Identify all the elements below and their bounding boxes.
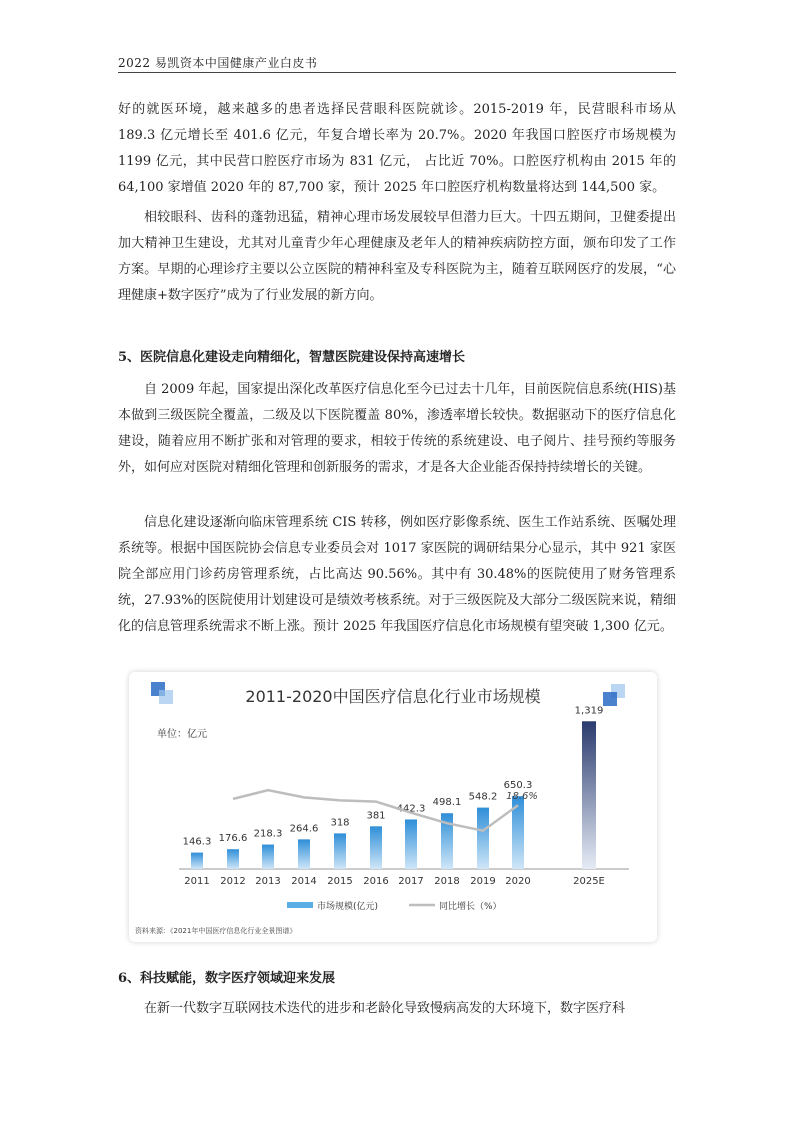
- bar-value-label: 442.3: [396, 803, 426, 815]
- x-tick-label: 2025E: [573, 876, 605, 887]
- bar-2025E: [582, 721, 596, 869]
- bar-value-label: 318: [330, 817, 350, 829]
- bar-2011: [191, 853, 203, 869]
- bar-value-label: 1,319: [574, 705, 604, 717]
- paragraph-cis: 信息化建设逐渐向临床管理系统 CIS 转移，例如医疗影像系统、医生工作站系统、医嘱处理系统等。根据中国医院协会信息专业委员会对 1017 家医院的调研结果分心显示，其中 921 家医院全部应用门诊药房管理系统，占比高达 90.56%。其中有 30.48%的医院使用了财务管理系统，27.93%的医院使用计划建设可是绩效考核系统。对于三级医院及大部分二级医院来说，精细化的信息管理系统需求不断上涨。预计 2025 年我国医疗信息化市场规模有望突破 1,300 亿元。: [118, 515, 676, 634]
- x-tick-label: 2017: [398, 876, 424, 887]
- paragraph-mental-health: 相较眼科、齿科的蓬勃迅猛，精神心理市场发展较早但潜力巨大。十四五期间，卫健委提出加大精神卫生建设，尤其对儿童青少年心理健康及老年人的精神疾病防控方面，颁布印发了工作方案。早期的心理诊疗主要以公立医院的精神科室及专科医院为主，随着互联网医疗的发展，“心理健康+数字医疗”成为了行业发展的新方向。: [118, 210, 676, 303]
- bar-2015: [334, 833, 346, 869]
- x-tick-label: 2012: [220, 876, 246, 887]
- x-tick-label: 2011: [184, 876, 210, 887]
- chart-canvas: [129, 672, 657, 942]
- bar-2017: [405, 819, 417, 869]
- bar-value-label: 176.6: [218, 833, 248, 845]
- x-tick-label: 2020: [505, 876, 531, 887]
- section-heading-6: 6、科技赋能，数字医疗领域迎来发展: [118, 971, 336, 986]
- bar-2014: [298, 839, 310, 869]
- section-heading-5: 5、医院信息化建设走向精细化，智慧医院建设保持高速增长: [118, 350, 466, 365]
- bar-value-label: 264.6: [289, 823, 319, 835]
- x-tick-label: 2014: [291, 876, 317, 887]
- x-tick-label: 2018: [434, 876, 460, 887]
- bar-2012: [227, 849, 239, 869]
- bar-value-label: 650.3: [503, 780, 533, 792]
- x-tick-label: 2019: [470, 876, 496, 887]
- x-tick-label: 2016: [363, 876, 389, 887]
- bar-value-label: 548.2: [468, 791, 498, 803]
- running-header: 2022 易凯资本中国健康产业白皮书: [118, 56, 318, 70]
- x-tick-label: 2013: [255, 876, 281, 887]
- paragraph-dental-market: 好的就医环境，越来越多的患者选择民营眼科医院就诊。2015-2019 年，民营眼科市场从 189.3 亿元增长至 401.6 亿元，年复合增长率为 20.7%。2020 年我国口腔医疗市场规模为 1199 亿元，其中民营口腔医疗市场为 831 亿元， 占比近 70%。口腔医疗机构由 2015 年的 64,100 家增值 2020 年的 87,700 家，预计 2025 年口腔医疗机构数量将达到 144,500 家。: [118, 102, 676, 195]
- chart-unit-label: 单位：亿元: [157, 729, 207, 740]
- bar-value-label: 498.1: [432, 797, 462, 809]
- bar-2013: [262, 845, 274, 869]
- legend-swatch-bar: [287, 902, 313, 908]
- market-size-chart: [129, 672, 657, 942]
- legend-label-line: 同比增长（%）: [439, 902, 502, 912]
- paragraph-digital-health: 在新一代数字互联网技术迭代的进步和老龄化导致慢病高发的大环境下，数字医疗科: [144, 1001, 626, 1016]
- deco-square-right: [603, 692, 617, 706]
- header-divider: [118, 72, 676, 73]
- chart-source: 资料来源：《2021年中国医疗信息化行业全景图谱》: [135, 927, 297, 935]
- bar-2019: [477, 808, 489, 869]
- legend-label-bar: 市场规模(亿元): [317, 902, 379, 912]
- bar-value-label: 146.3: [182, 836, 212, 848]
- x-tick-label: 2015: [327, 876, 353, 887]
- chart-title: 2011-2020中国医疗信息化行业市场规模: [245, 687, 541, 706]
- deco-square-left: [159, 690, 173, 704]
- bar-value-label: 218.3: [253, 828, 283, 840]
- bar-value-label: 381: [366, 810, 386, 822]
- growth-annotation: 18.6%: [506, 791, 538, 803]
- paragraph-his: 自 2009 年起，国家提出深化改革医疗信息化至今已过去十几年，目前医院信息系统(HIS)基本做到三级医院全覆盖，二级及以下医院覆盖 80%，渗透率增长较快。数据驱动下的医疗信息化建设，随着应用不断扩张和对管理的要求，相较于传统的系统建设、电子阅片、挂号预约等服务外，如何应对医院对精细化管理和创新服务的需求，才是各大企业能否保持持续增长的关键。: [118, 382, 676, 475]
- bar-2016: [370, 826, 382, 869]
